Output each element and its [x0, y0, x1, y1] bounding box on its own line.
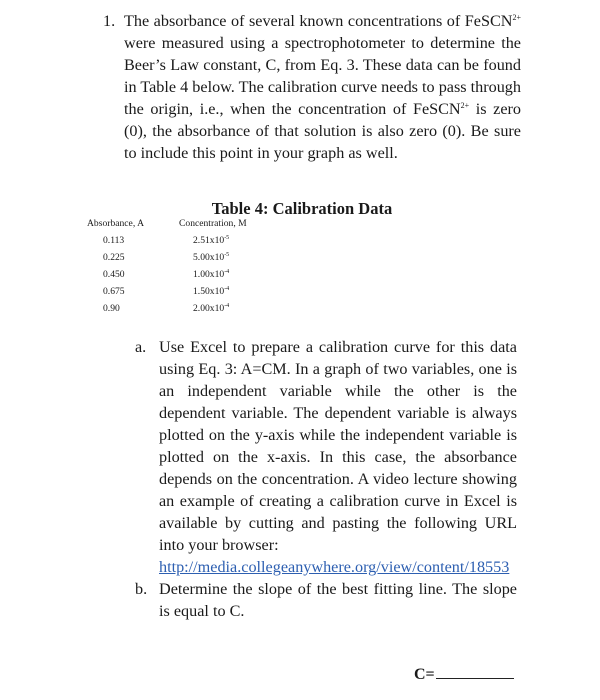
table-row — [87, 232, 247, 249]
absorbance-cell: 0.450 — [103, 269, 125, 280]
part-b — [135, 578, 517, 622]
answer-blank[interactable] — [436, 664, 514, 679]
sub-questions — [135, 336, 517, 622]
table-header-row — [87, 218, 247, 232]
absorbance-cell: 0.90 — [103, 303, 120, 314]
question-text-part2: were measured using a spectrophotometer to determine the Beer’s Law constant, C, from Eq. 3. These data can be found in Table 4 below. The calibration curve needs to pass through the origin, i.e., when the concentration of FeSCN — [124, 34, 521, 118]
table-row — [87, 283, 247, 300]
table-row — [87, 266, 247, 283]
charge-superscript: 2+ — [460, 101, 470, 110]
part-a-text: Use Excel to prepare a calibration curve for this data using Eq. 3: A=CM. In a graph of two variables, one is an independent variable while the other is the dependent variable. The dependent variable is always plotted on the y-axis while the independent variable is plotted on the x-axis. In this case, the absorbance depends on the concentration. A video lecture showing an example of creating a calibration curve in Excel is available by cutting and pasting the following URL into your browser: — [159, 338, 517, 554]
question-text-part1: The absorbance of several known concentrations of FeSCN — [124, 12, 513, 30]
charge-superscript: 2+ — [512, 13, 521, 22]
answer-label: C= — [414, 666, 435, 683]
part-a — [135, 336, 517, 578]
concentration-cell: $1.00x10^{-4}$ — [193, 269, 230, 280]
table-row — [87, 249, 247, 266]
part-a-letter: a. — [135, 338, 147, 356]
table-title: Table 4: Calibration Data — [211, 199, 393, 218]
concentration-cell: $2.51x10^{-5}$ — [193, 235, 230, 246]
question-text-part3: is zero (0), the absorbance of that solution is also zero (0). Be sure to include this point in your graph as well. — [124, 100, 521, 162]
question-1 — [103, 10, 521, 164]
calibration-table — [87, 218, 247, 317]
header-absorbance: Absorbance, A — [87, 218, 145, 229]
answer-line — [414, 664, 514, 684]
header-concentration: Concentration, M — [179, 218, 247, 229]
absorbance-cell: 0.113 — [103, 235, 125, 246]
concentration-cell: $5.00x10^{-5}$ — [193, 252, 230, 263]
part-b-letter: b. — [135, 580, 148, 598]
table-row — [87, 300, 247, 317]
absorbance-cell: 0.225 — [103, 252, 125, 263]
question-number: 1. — [103, 12, 116, 30]
part-b-text: Determine the slope of the best fitting line. The slope is equal to C. — [159, 580, 517, 620]
concentration-cell: $1.50x10^{-4}$ — [193, 286, 230, 297]
video-lecture-link[interactable]: http://media.collegeanywhere.org/view/content/18553 — [159, 558, 510, 576]
absorbance-cell: 0.675 — [103, 286, 125, 297]
concentration-cell: $2.00x10^{-4}$ — [193, 303, 230, 314]
question-text — [124, 10, 521, 164]
